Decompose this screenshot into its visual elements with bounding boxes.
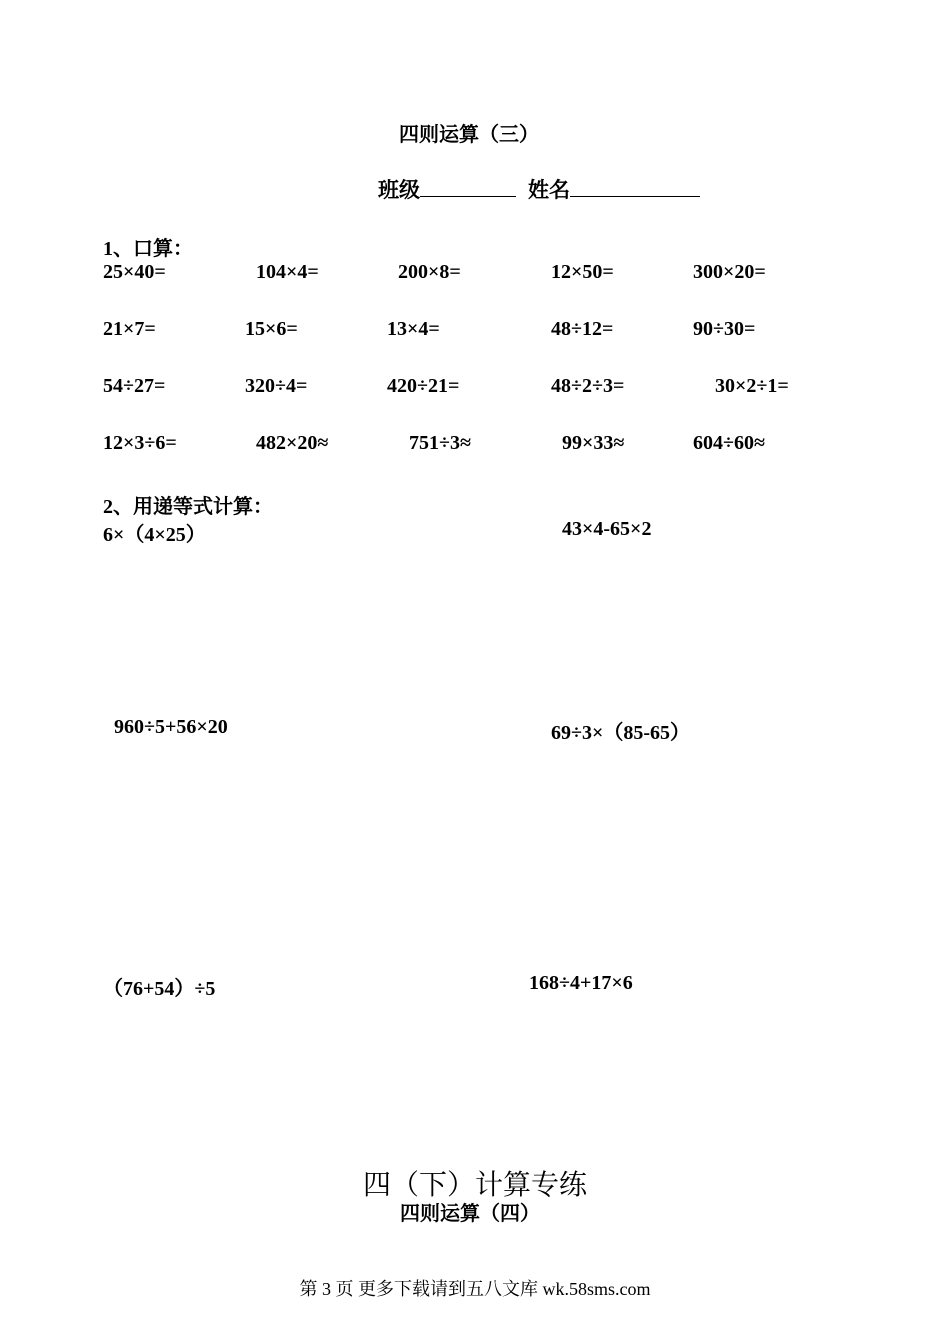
class-name-row: [378, 174, 700, 204]
mental-calc-item: 12×50=: [551, 261, 614, 283]
mental-calc-item: 200×8=: [398, 261, 461, 283]
mental-calc-item: 300×20=: [693, 261, 766, 283]
page-footer: 第 3 页 更多下载请到五八文库 wk.58sms.com: [299, 1279, 651, 1299]
mental-calc-item: 420÷21=: [387, 375, 460, 397]
mental-calc-item: 15×6=: [245, 318, 298, 340]
mental-calc-item: 21×7=: [103, 318, 156, 340]
mental-calc-item: 48÷12=: [551, 318, 614, 340]
section-1-heading: 1、口算：: [103, 238, 193, 260]
mental-calc-item: 13×4=: [387, 318, 440, 340]
mental-calc-item: 604÷60≈: [693, 432, 765, 454]
mental-calc-item: 12×3÷6=: [103, 432, 177, 454]
mental-calc-item: 25×40=: [103, 261, 166, 283]
step-calc-problem: （76+54）÷5: [103, 978, 216, 1000]
mental-calc-item: 30×2÷1=: [715, 375, 789, 397]
mental-calc-item: 99×33≈: [562, 432, 625, 454]
mental-calc-item: 320÷4=: [245, 375, 308, 397]
section-2-heading: 2、用递等式计算：: [103, 496, 273, 518]
step-calc-problem: 6×（4×25）: [103, 524, 206, 546]
next-page-title: 四（下）计算专练: [362, 1170, 587, 1201]
mental-calc-item: 482×20≈: [256, 432, 329, 454]
step-calc-problem: 69÷3×（85-65）: [551, 722, 691, 744]
class-blank: [420, 176, 516, 197]
mental-calc-item: 54÷27=: [103, 375, 166, 397]
name-blank: [570, 176, 700, 197]
step-calc-problem: 43×4-65×2: [562, 518, 652, 540]
class-label: 班级: [378, 178, 420, 202]
next-page-subtitle: 四则运算（四）: [400, 1203, 540, 1225]
mental-calc-item: 104×4=: [256, 261, 319, 283]
worksheet-title: 四则运算（三）: [399, 124, 539, 146]
mental-calc-item: 751÷3≈: [409, 432, 471, 454]
mental-calc-item: 48÷2÷3=: [551, 375, 625, 397]
step-calc-problem: 168÷4+17×6: [529, 972, 633, 994]
step-calc-problem: 960÷5+56×20: [114, 716, 228, 738]
name-label: 姓名: [528, 178, 570, 202]
mental-calc-item: 90÷30=: [693, 318, 756, 340]
